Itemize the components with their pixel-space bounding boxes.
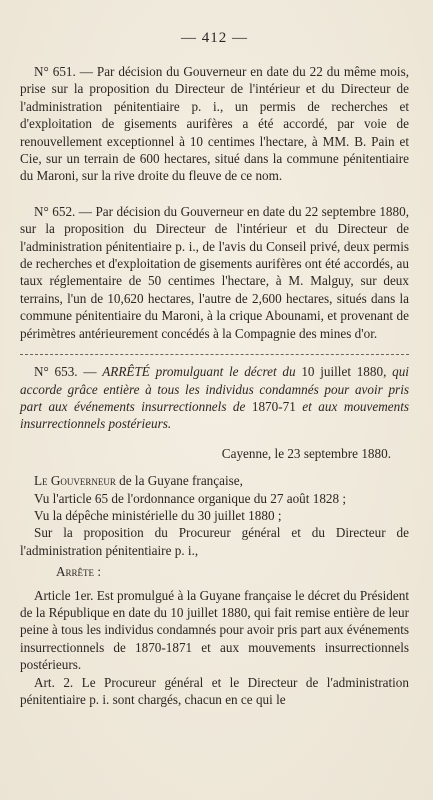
gouverneur-rest: de la Guyane française,	[115, 473, 243, 489]
paragraph-652: N° 652. — Par décision du Gouverneur en date du 22 septembre 1880, sur la proposition du Directeur de l'intérieur et du Directeur de l'administration pénitentiaire p. i., de l'avis du Conseil privé, deux permis de recherches et d'exploitation de gisements aurifères ont été accordés, au taux réglementaire de 50 centimes l'hectare, à M. Malguy, sur deux terrains, l'un de 10,620 hectares, l'autre de 2,600 hectares, situés dans la commune pénitentiaire du Maroni, à la crique Abounami, et provenant de périmètres antérieurement concédés à la Compagnie des mines d'or.	[20, 203, 409, 341]
sur-proposition: Sur la proposition du Procureur général et du Directeur de l'administration pénitentiaire p. i.,	[20, 525, 409, 558]
place-and-date: Cayenne, le 23 septembre 1880.	[221, 445, 391, 461]
paragraph-651: N° 651. — Par décision du Gouverneur en date du 22 du même mois, prise sur la proposition du Directeur de l'intérieur et du Directeur de l'administration pénitentiaire p. i., un permis de recherches et d'exploitation de gisements aurifères a été accordé, par voie de renouvellement exceptionnel à 10 centimes l'hectare, à MM. B. Pain et Cie, sur un terrain de 600 hectares, situé dans la commune pénitentiaire du Maroni, sur la rive droite du fleuve de ce nom.	[20, 64, 409, 184]
arrete-title-part-1: promulguant le décret du	[149, 364, 302, 380]
arrete-title-years: 1870-71	[251, 398, 296, 414]
vu-article: Vu l'article 65 de l'ordonnance organique du 27 août 1828 ;	[34, 490, 347, 506]
arrete-number: N° 653. —	[34, 364, 103, 380]
page-number: — 412 —	[181, 30, 248, 46]
section-divider	[20, 354, 409, 355]
arrete-title-part-2: qui accorde grâce entière à tous les individus condamnés pour avoir pris part aux événements insurrectionnels de	[20, 364, 409, 414]
arrete-title-part-3: et aux mouvements insurrectionnels postérieurs.	[20, 398, 409, 432]
arrete-title-date: 10 juillet 1880,	[301, 364, 387, 380]
arrete-word: ARRÊTÉ	[102, 364, 150, 380]
gouverneur-label: Le Gouverneur	[34, 473, 116, 489]
vu-depeche: Vu la dépêche ministérielle du 30 juillet 1880 ;	[34, 507, 282, 523]
gouverneur-line	[20, 472, 409, 489]
article-2: Art. 2. Le Procureur général et le Directeur de l'administration pénitentiaire p. i. sont chargés, chacun en ce qui le	[20, 674, 409, 707]
article-1: Article 1er. Est promulgué à la Guyane française le décret du Président de la République en date du 10 juillet 1880, qui fait remise entière de leur peine à tous les individus condamnés pour avoir pris part aux événements insurrectionnels de 1870-1871 et aux mouvements insurrectionnels postérieurs.	[20, 587, 409, 673]
arrete-653-heading	[20, 363, 409, 433]
spacer	[20, 185, 409, 203]
arrete-label: Arrête :	[56, 564, 101, 580]
